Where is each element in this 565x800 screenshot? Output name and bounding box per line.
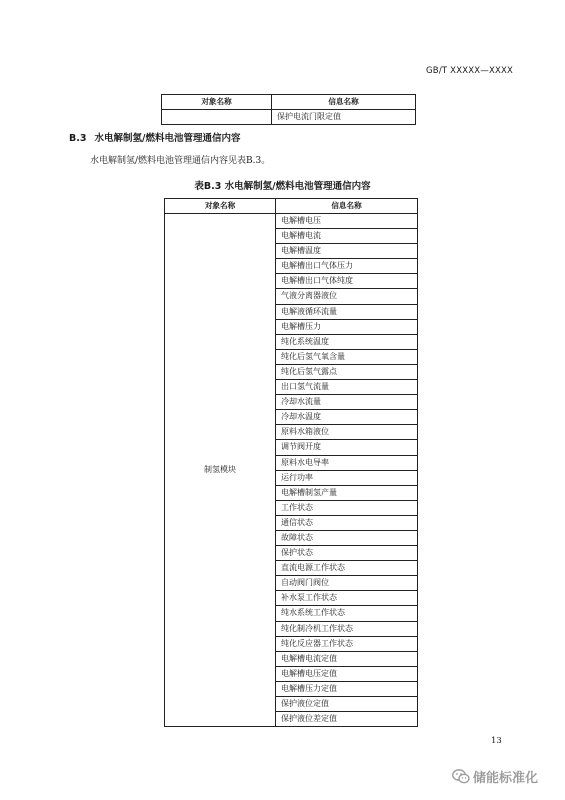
- continued-table: [161, 94, 416, 125]
- info-cell: 保护液位定值: [276, 697, 418, 712]
- info-cell: 保护液位差定值: [276, 712, 418, 727]
- document-code: GB/T XXXXX—XXXX: [426, 66, 514, 76]
- info-cell: 电解槽电压: [276, 214, 418, 229]
- section-heading: [69, 130, 240, 144]
- column-header-object: 对象名称: [165, 199, 276, 214]
- column-header-info: 信息名称: [276, 199, 418, 214]
- info-cell: 电解槽电流: [276, 229, 418, 244]
- info-cell: 补水泵工作状态: [276, 591, 418, 606]
- info-cell: 保护电流门限定值: [272, 110, 416, 125]
- info-cell: 出口氢气流量: [276, 380, 418, 395]
- info-cell: 纯化反应器工作状态: [276, 636, 418, 651]
- info-cell: 直流电源工作状态: [276, 561, 418, 576]
- info-cell: 通信状态: [276, 515, 418, 530]
- info-cell: 冷却水温度: [276, 410, 418, 425]
- info-cell: 电解液循环流量: [276, 304, 418, 319]
- info-cell: 纯化后氢气氧含量: [276, 349, 418, 364]
- communication-content-table: [164, 198, 418, 727]
- table-caption: 表B.3 水电解制氢/燃料电池管理通信内容: [194, 181, 371, 192]
- info-cell: 自动阀门阀位: [276, 576, 418, 591]
- info-cell: 纯化制冷机工作状态: [276, 621, 418, 636]
- section-intro: 水电解制氢/燃料电池管理通信内容见表B.3。: [90, 156, 271, 166]
- object-cell: [162, 110, 272, 125]
- section-title-text: 水电解制氢/燃料电池管理通信内容: [94, 133, 241, 144]
- info-cell: 保护状态: [276, 546, 418, 561]
- info-cell: 电解槽温度: [276, 244, 418, 259]
- info-cell: 电解槽电流定值: [276, 651, 418, 666]
- watermark-text: 储能标准化: [473, 771, 539, 786]
- info-cell: 电解槽出口气体纯度: [276, 274, 418, 289]
- column-header-info: 信息名称: [272, 95, 416, 110]
- object-cell: 制氢模块: [165, 214, 276, 727]
- page-number: 13: [491, 736, 502, 746]
- info-cell: 冷却水流量: [276, 395, 418, 410]
- info-cell: 运行功率: [276, 470, 418, 485]
- info-cell: 纯化后氢气露点: [276, 364, 418, 379]
- section-number: B.3: [69, 133, 87, 144]
- info-cell: 纯水系统工作状态: [276, 606, 418, 621]
- table-row: [162, 110, 416, 125]
- info-cell: 原料水电导率: [276, 455, 418, 470]
- info-cell: 故障状态: [276, 530, 418, 545]
- info-cell: 工作状态: [276, 500, 418, 515]
- info-cell: 电解槽制氢产量: [276, 485, 418, 500]
- info-cell: 电解槽出口气体压力: [276, 259, 418, 274]
- info-cell: 调节阀开度: [276, 440, 418, 455]
- info-cell: 电解槽压力定值: [276, 681, 418, 696]
- watermark: [452, 767, 538, 786]
- info-cell: 纯化系统温度: [276, 334, 418, 349]
- column-header-object: 对象名称: [162, 95, 272, 110]
- info-cell: 气液分离器液位: [276, 289, 418, 304]
- info-cell: 电解槽压力: [276, 319, 418, 334]
- info-cell: 电解槽电压定值: [276, 666, 418, 681]
- table-row: [165, 214, 418, 229]
- wechat-icon: [452, 769, 470, 784]
- info-cell: 原料水箱液位: [276, 425, 418, 440]
